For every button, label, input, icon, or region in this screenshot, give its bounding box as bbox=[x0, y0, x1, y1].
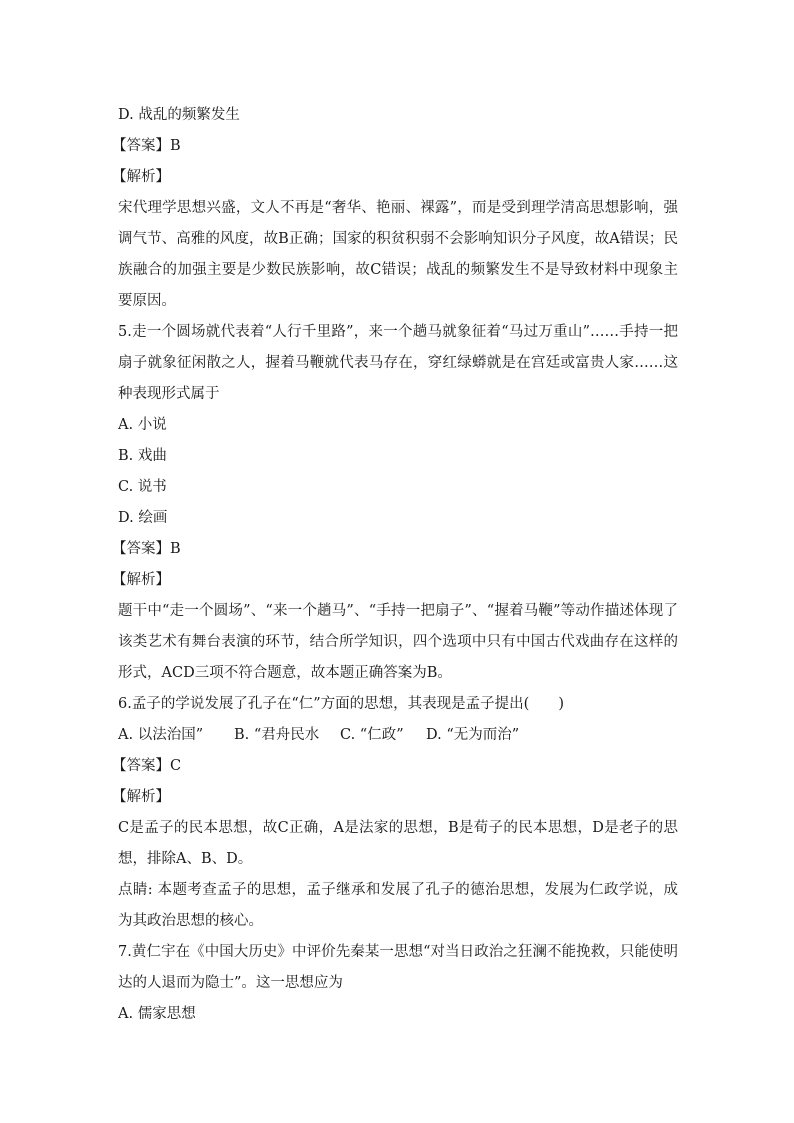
q6-comment: 点睛: 本题考查孟子的思想，孟子继承和发展了孔子的德治思想，发展为仁政学说，成为其政治思想的核心。 bbox=[118, 882, 678, 929]
q5-option-c: C. 说书 bbox=[118, 479, 167, 495]
q6-option-c: C. “仁政” bbox=[340, 727, 404, 743]
q4-option-d: D. 战乱的频繁发生 bbox=[118, 107, 240, 123]
q5-answer: 【答案】B bbox=[112, 541, 181, 557]
q6-option-b: B. “君舟民水 bbox=[234, 727, 320, 743]
q4-analysis-label: 【解析】 bbox=[112, 169, 170, 185]
q6-option-a: A. 以法治国” bbox=[118, 727, 204, 743]
document-page bbox=[112, 100, 678, 1030]
q6-analysis-label: 【解析】 bbox=[112, 789, 170, 805]
q6-answer: 【答案】C bbox=[112, 758, 182, 774]
q4-analysis: 宋代理学思想兴盛，文人不再是“奢华、艳丽、裸露”，而是受到理学清高思想影响，强调气节、高雅的风度，故B正确；国家的积贫积弱不会影响知识分子风度，故A错误；民族融合的加强主要是少数民族影响，故C错误；战乱的频繁发生不是导致材料中现象主要原因。 bbox=[118, 200, 678, 309]
q5-option-b: B. 戏曲 bbox=[118, 448, 167, 464]
q5-analysis-label: 【解析】 bbox=[112, 572, 170, 588]
q5-stem: 5.走一个圆场就代表着“人行千里路”，来一个趟马就象征着“马过万重山”……手持一把扇子就象征闲散之人，握着马鞭就代表马存在，穿红绿蟒就是在宫廷或富贵人家……这种表现形式属于 bbox=[118, 324, 678, 402]
q7-option-a: A. 儒家思想 bbox=[118, 1006, 196, 1022]
q4-answer: 【答案】B bbox=[112, 138, 181, 154]
q6-stem: 6.孟子的学说发展了孔子在“仁”方面的思想，其表现是孟子提出( ) bbox=[118, 696, 564, 712]
q7-stem: 7.黄仁宇在《中国大历史》中评价先秦某一思想“对当日政治之狂澜不能挽救，只能使明达的人退而为隐士”。这一思想应为 bbox=[118, 944, 678, 991]
q5-option-a: A. 小说 bbox=[118, 417, 167, 433]
q5-analysis: 题干中“走一个圆场”、“来一个趟马”、“手持一把扇子”、“握着马鞭”等动作描述体现了该类艺术有舞台表演的环节，结合所学知识，四个选项中只有中国古代戏曲存在这样的形式，ACD三项不符合题意，故本题正确答案为B。 bbox=[118, 603, 678, 681]
q6-options bbox=[118, 720, 678, 751]
q6-option-d: D. “无为而治” bbox=[426, 727, 520, 743]
q5-option-d: D. 绘画 bbox=[118, 510, 168, 526]
q6-analysis: C是孟子的民本思想，故C正确，A是法家的思想，B是荀子的民本思想，D是老子的思想，排除A、B、D。 bbox=[118, 820, 678, 867]
